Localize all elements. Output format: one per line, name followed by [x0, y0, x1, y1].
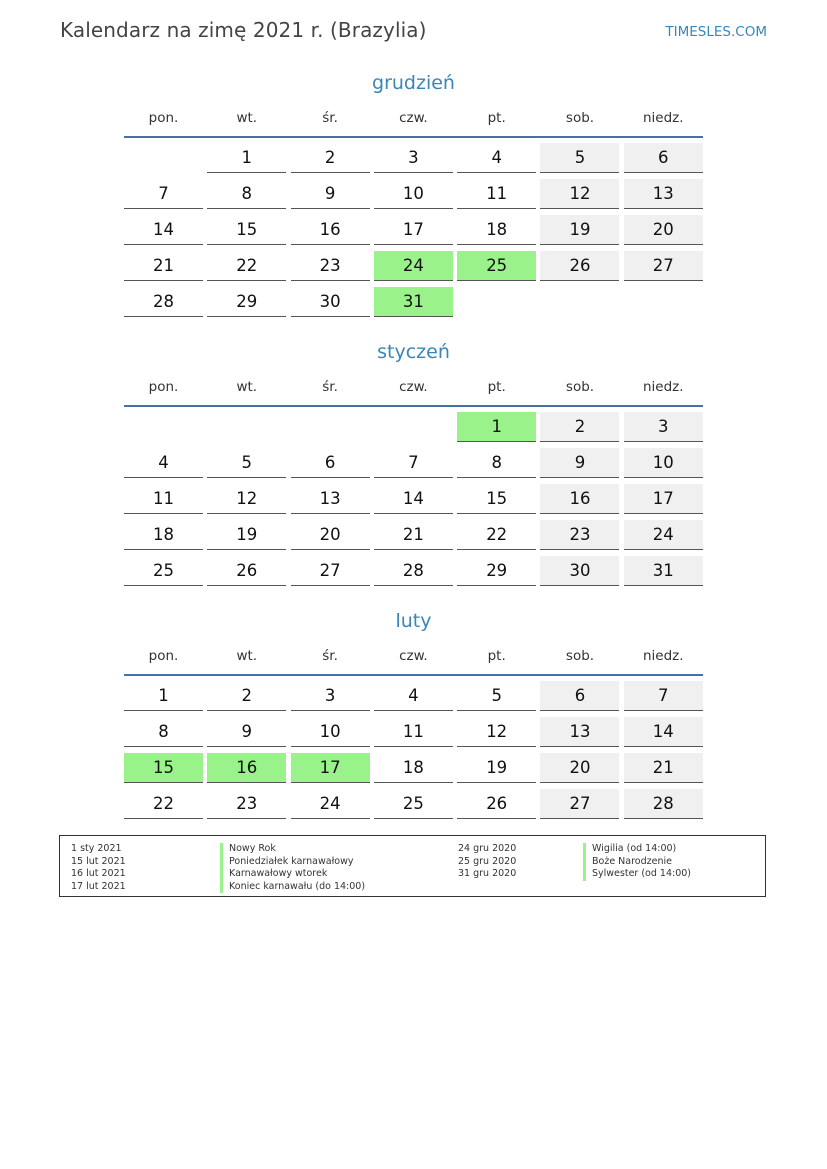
weekend-day-cell: 28	[624, 789, 703, 819]
weekend-day-cell: 3	[624, 412, 703, 442]
day-cell: 3	[374, 143, 453, 173]
legend-date: 1 sty 2021	[71, 843, 122, 854]
day-cell: 2	[207, 681, 286, 711]
holiday-day-cell: 24	[374, 251, 453, 281]
holiday-day-cell: 25	[457, 251, 536, 281]
weekend-day-cell: 9	[540, 448, 619, 478]
day-cell: 19	[207, 520, 286, 550]
legend-holiday-name: Wigilia (od 14:00)	[583, 843, 691, 856]
day-cell: 29	[457, 556, 536, 586]
holiday-day-cell: 1	[457, 412, 536, 442]
legend-holiday-name: Nowy Rok	[220, 843, 365, 856]
weekend-day-cell: 10	[624, 448, 703, 478]
day-cell: 11	[457, 179, 536, 209]
weekday-label: wt.	[236, 648, 258, 664]
weekday-label: niedz.	[643, 648, 684, 664]
weekday-label: czw.	[399, 379, 428, 395]
month-title: grudzień	[372, 72, 455, 94]
legend-holiday-name: Poniedziałek karnawałowy	[220, 856, 365, 869]
day-cell: 7	[124, 179, 203, 209]
weekday-header	[124, 371, 703, 403]
header-divider	[124, 674, 703, 676]
day-cell: 23	[291, 251, 370, 281]
month-block	[124, 337, 703, 592]
header-divider	[124, 136, 703, 138]
week-row	[124, 143, 703, 173]
weekend-day-cell: 27	[540, 789, 619, 819]
legend-date: 16 lut 2021	[71, 868, 126, 879]
day-cell: 28	[374, 556, 453, 586]
day-cell: 4	[457, 143, 536, 173]
weekend-day-cell: 6	[624, 143, 703, 173]
day-cell: 4	[124, 448, 203, 478]
legend-right-dates	[458, 843, 516, 881]
legend-date: 24 gru 2020	[458, 843, 517, 854]
day-cell: 9	[207, 717, 286, 747]
weekday-label: sob.	[565, 110, 595, 126]
day-cell: 5	[457, 681, 536, 711]
weekend-day-cell: 16	[540, 484, 619, 514]
weekend-day-cell: 30	[540, 556, 619, 586]
day-cell: 10	[291, 717, 370, 747]
day-cell: 26	[457, 789, 536, 819]
day-cell: 9	[291, 179, 370, 209]
legend-left-dates	[71, 843, 126, 893]
empty-day-cell	[291, 412, 370, 442]
day-cell: 12	[457, 717, 536, 747]
day-cell: 7	[374, 448, 453, 478]
weekday-label: pon.	[148, 379, 179, 395]
empty-day-cell	[624, 287, 703, 317]
empty-day-cell	[457, 287, 536, 317]
weekday-label: pt.	[487, 110, 506, 126]
empty-day-cell	[207, 412, 286, 442]
legend-holiday-name: Sylwester (od 14:00)	[583, 868, 691, 881]
day-cell: 26	[207, 556, 286, 586]
day-cell: 2	[291, 143, 370, 173]
weekday-label: śr.	[322, 379, 338, 395]
week-row	[124, 448, 703, 478]
day-cell: 14	[124, 215, 203, 245]
day-cell: 18	[457, 215, 536, 245]
weekday-label: pt.	[487, 379, 506, 395]
day-cell: 30	[291, 287, 370, 317]
day-cell: 18	[374, 753, 453, 783]
week-row	[124, 717, 703, 747]
legend-date: 17 lut 2021	[71, 880, 126, 892]
day-cell: 29	[207, 287, 286, 317]
legend-holiday-name: Karnawałowy wtorek	[220, 868, 365, 881]
weekend-day-cell: 24	[624, 520, 703, 550]
week-row	[124, 753, 703, 783]
weekend-day-cell: 12	[540, 179, 619, 209]
legend-date: 25 gru 2020	[458, 855, 517, 867]
weekend-day-cell: 2	[540, 412, 619, 442]
month-title: luty	[395, 610, 432, 632]
day-cell: 22	[207, 251, 286, 281]
legend-left-names	[220, 843, 365, 893]
legend-date: 15 lut 2021	[71, 855, 126, 867]
day-cell: 19	[457, 753, 536, 783]
weekend-day-cell: 31	[624, 556, 703, 586]
weekday-label: sob.	[565, 379, 595, 395]
week-row	[124, 681, 703, 711]
site-link[interactable]: TIMESLES.COM	[665, 24, 767, 40]
weekend-day-cell: 21	[624, 753, 703, 783]
empty-day-cell	[124, 143, 203, 173]
month-title: styczeń	[377, 341, 450, 363]
week-row	[124, 179, 703, 209]
day-cell: 8	[124, 717, 203, 747]
weekday-header	[124, 640, 703, 672]
week-row	[124, 287, 703, 317]
weekend-day-cell: 23	[540, 520, 619, 550]
holiday-day-cell: 16	[207, 753, 286, 783]
legend-holiday-name: Koniec karnawału (do 14:00)	[220, 881, 365, 894]
legend-right-names	[583, 843, 691, 881]
day-cell: 18	[124, 520, 203, 550]
weekday-label: wt.	[236, 110, 258, 126]
legend-holiday-name: Boże Narodzenie	[583, 856, 691, 869]
weekend-day-cell: 27	[624, 251, 703, 281]
weekend-day-cell: 17	[624, 484, 703, 514]
day-cell: 4	[374, 681, 453, 711]
legend-date: 31 gru 2020	[458, 868, 517, 879]
weekday-label: pt.	[487, 648, 506, 664]
day-cell: 25	[374, 789, 453, 819]
day-cell: 24	[291, 789, 370, 819]
weekday-label: pon.	[148, 648, 179, 664]
weekend-day-cell: 14	[624, 717, 703, 747]
day-cell: 27	[291, 556, 370, 586]
weekday-label: pon.	[148, 110, 179, 126]
day-cell: 16	[291, 215, 370, 245]
weekday-label: śr.	[322, 110, 338, 126]
month-block	[124, 68, 703, 323]
weekend-day-cell: 5	[540, 143, 619, 173]
weekend-day-cell: 26	[540, 251, 619, 281]
day-cell: 21	[374, 520, 453, 550]
day-cell: 14	[374, 484, 453, 514]
weekday-header	[124, 102, 703, 134]
weekend-day-cell: 7	[624, 681, 703, 711]
day-cell: 13	[291, 484, 370, 514]
page-title: Kalendarz na zimę 2021 r. (Brazylia)	[60, 18, 427, 42]
day-cell: 6	[291, 448, 370, 478]
week-row	[124, 251, 703, 281]
weekday-label: czw.	[399, 110, 428, 126]
day-cell: 8	[457, 448, 536, 478]
header-divider	[124, 405, 703, 407]
day-cell: 25	[124, 556, 203, 586]
weekday-label: wt.	[236, 379, 258, 395]
week-row	[124, 520, 703, 550]
weekday-label: niedz.	[643, 379, 684, 395]
weekend-day-cell: 13	[540, 717, 619, 747]
holiday-day-cell: 17	[291, 753, 370, 783]
holiday-day-cell: 31	[374, 287, 453, 317]
day-cell: 28	[124, 287, 203, 317]
holiday-day-cell: 15	[124, 753, 203, 783]
weekend-day-cell: 6	[540, 681, 619, 711]
day-cell: 17	[374, 215, 453, 245]
day-cell: 5	[207, 448, 286, 478]
day-cell: 1	[207, 143, 286, 173]
day-cell: 12	[207, 484, 286, 514]
day-cell: 10	[374, 179, 453, 209]
day-cell: 21	[124, 251, 203, 281]
day-cell: 1	[124, 681, 203, 711]
day-cell: 8	[207, 179, 286, 209]
week-row	[124, 789, 703, 819]
day-cell: 15	[457, 484, 536, 514]
weekend-day-cell: 20	[624, 215, 703, 245]
day-cell: 15	[207, 215, 286, 245]
day-cell: 11	[124, 484, 203, 514]
month-block	[124, 606, 703, 825]
day-cell: 23	[207, 789, 286, 819]
day-cell: 20	[291, 520, 370, 550]
week-row	[124, 215, 703, 245]
weekend-day-cell: 20	[540, 753, 619, 783]
week-row	[124, 556, 703, 586]
weekend-day-cell: 19	[540, 215, 619, 245]
holiday-legend	[59, 835, 766, 897]
weekday-label: niedz.	[643, 110, 684, 126]
week-row	[124, 412, 703, 442]
day-cell: 3	[291, 681, 370, 711]
week-row	[124, 484, 703, 514]
weekday-label: czw.	[399, 648, 428, 664]
weekend-day-cell: 13	[624, 179, 703, 209]
day-cell: 22	[124, 789, 203, 819]
empty-day-cell	[540, 287, 619, 317]
empty-day-cell	[374, 412, 453, 442]
weekday-label: śr.	[322, 648, 338, 664]
empty-day-cell	[124, 412, 203, 442]
day-cell: 11	[374, 717, 453, 747]
weekday-label: sob.	[565, 648, 595, 664]
day-cell: 22	[457, 520, 536, 550]
